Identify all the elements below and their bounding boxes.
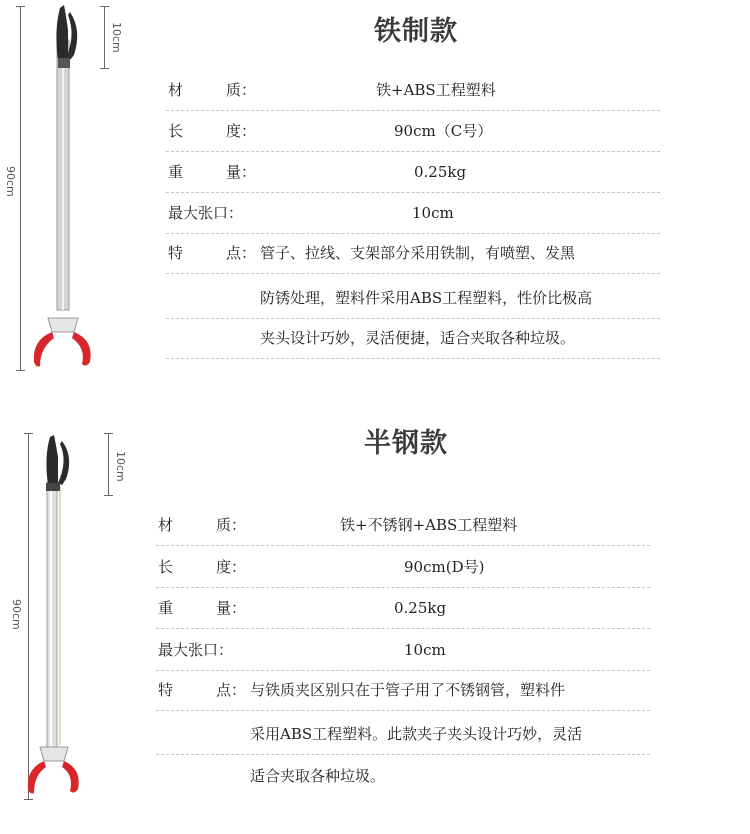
spec-value-length: 90cm（C号） (394, 122, 493, 140)
spec-row-feature-cont (166, 318, 660, 359)
grabber-tool-image (24, 427, 104, 807)
spec-row-opening (166, 193, 660, 234)
dim-long-label: 90cm (4, 166, 17, 197)
dim-cap (100, 6, 109, 7)
spec-row-feature-cont (156, 756, 650, 796)
feature-line: 与铁质夹区别只在于管子用了不锈钢管，塑料件 (250, 681, 566, 699)
feature-line: 管子、拉线、支架部分采用铁制，有喷塑、发黑 (260, 244, 576, 262)
product-half-steel (0, 417, 750, 834)
spec-label: 重 (158, 599, 174, 617)
spec-value-opening: 10cm (404, 641, 446, 659)
spec-label: 材 (168, 81, 184, 99)
spec-row-material (166, 70, 660, 111)
spec-value-opening: 10cm (412, 204, 454, 222)
dim-long-label: 90cm (10, 599, 23, 630)
spec-label: 长 (158, 558, 174, 576)
spec-label: 重 (168, 163, 184, 181)
dim-short-line (108, 433, 109, 495)
spec-label: 特 (158, 681, 174, 699)
dim-short-label: 10cm (110, 22, 123, 53)
feature-line: 夹头设计巧妙，灵活便捷，适合夹取各种垃圾。 (260, 329, 576, 347)
spec-row-length (166, 111, 660, 152)
spec-label: 特 (168, 244, 184, 262)
feature-line: 适合夹取各种垃圾。 (250, 767, 386, 785)
spec-row-feature-cont (166, 278, 660, 319)
spec-label: 质： (216, 516, 247, 534)
spec-row-weight (156, 588, 650, 629)
spec-label: 点： (216, 681, 247, 699)
spec-row-weight (166, 152, 660, 193)
product-title: 半钢款 (364, 428, 448, 459)
product-iron (0, 0, 750, 400)
spec-row-length (156, 547, 650, 588)
spec-value-length: 90cm(D号) (404, 558, 485, 576)
product-title: 铁制款 (374, 16, 458, 47)
spec-label: 最大张口： (168, 204, 244, 222)
spec-label: 质： (226, 81, 257, 99)
spec-label: 最大张口： (158, 641, 234, 659)
feature-line: 防锈处理，塑料件采用ABS工程塑料，性价比极高 (260, 289, 593, 307)
grabber-tool-image (14, 0, 94, 380)
spec-label: 量： (226, 163, 257, 181)
spec-value-material: 铁+不锈钢+ABS工程塑料 (340, 516, 518, 534)
spec-value-weight: 0.25kg (394, 599, 447, 617)
spec-value-material: 铁+ABS工程塑料 (376, 81, 496, 99)
dim-cap (104, 495, 113, 496)
spec-label: 材 (158, 516, 174, 534)
spec-row-feature-cont (156, 714, 650, 755)
dim-cap (104, 433, 113, 434)
spec-label: 点： (226, 244, 257, 262)
dim-short-line (104, 6, 105, 68)
spec-label: 度： (216, 558, 247, 576)
spec-row-material (156, 505, 650, 546)
dim-short-label: 10cm (114, 451, 127, 482)
spec-row-feature (156, 670, 650, 711)
dim-cap (100, 68, 109, 69)
spec-label: 量： (216, 599, 247, 617)
spec-label: 度： (226, 122, 257, 140)
spec-row-feature (166, 233, 660, 274)
spec-value-weight: 0.25kg (414, 163, 467, 181)
feature-line: 采用ABS工程塑料。此款夹子夹头设计巧妙，灵活 (250, 725, 583, 743)
spec-label: 长 (168, 122, 184, 140)
spec-row-opening (156, 630, 650, 671)
